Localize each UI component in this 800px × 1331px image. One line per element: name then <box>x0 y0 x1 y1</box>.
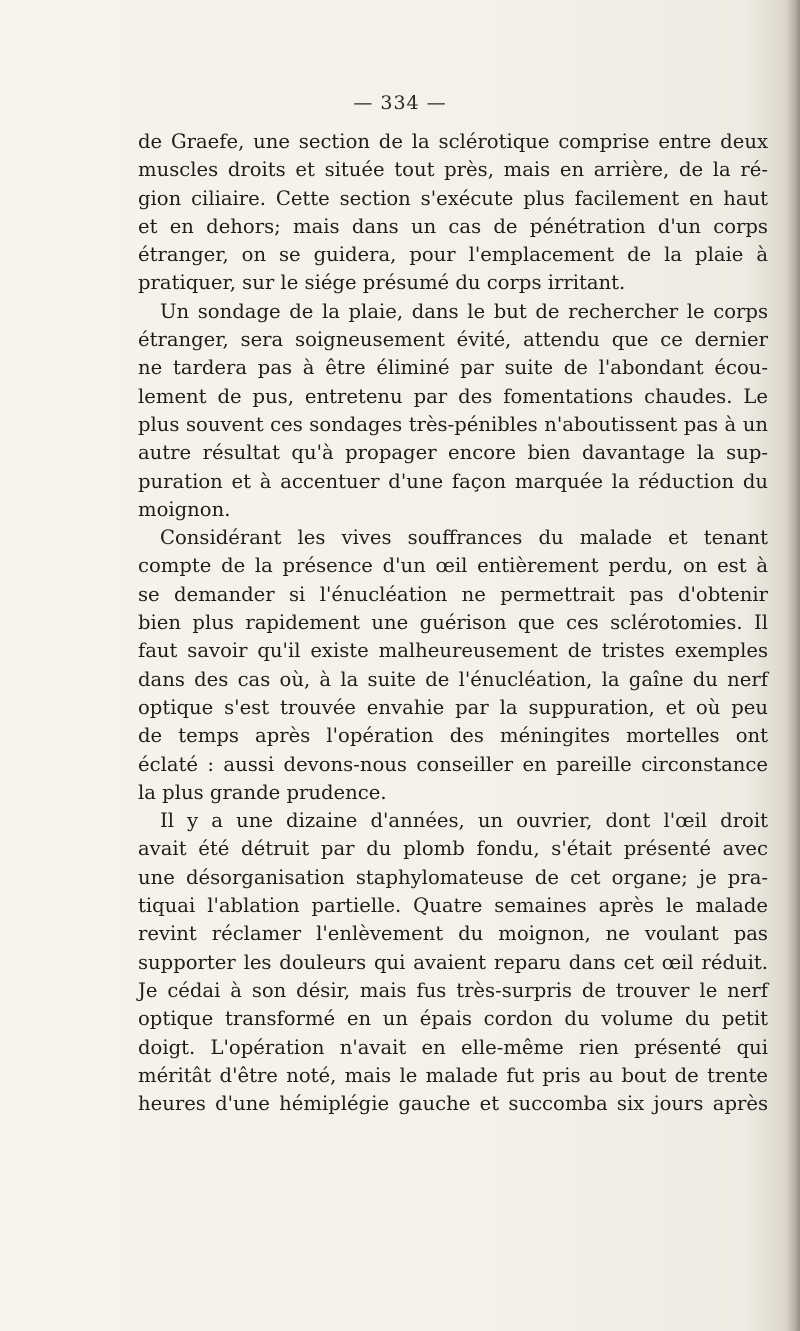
text-line: Je cédai à son désir, mais fus très-surpris de trouver le nerf <box>138 978 768 1002</box>
text-line: avait été détruit par du plomb fondu, s'était présenté avec <box>138 837 768 861</box>
text-line: faut savoir qu'il existe malheureusement de tristes exemples <box>138 639 768 663</box>
text-line: autre résultat qu'à propager encore bien davantage la sup- <box>138 441 768 465</box>
page-number: — 334 — <box>353 92 447 114</box>
text-line: ne tardera pas à être éliminé par suite de l'abondant écou- <box>138 356 768 380</box>
text-line: revint réclamer l'enlèvement du moignon, ne voulant pas <box>138 922 768 946</box>
page-edge-shadow <box>786 0 800 1331</box>
text-line: heures d'une hémiplégie gauche et succomba six jours après <box>138 1092 768 1116</box>
text-line: Considérant les vives souffrances du malade et tenant <box>160 526 768 550</box>
text-line: dans des cas où, à la suite de l'énucléation, la gaîne du nerf <box>138 667 768 691</box>
text-line: se demander si l'énucléation ne permettrait pas d'obtenir <box>138 582 768 606</box>
text-line: bien plus rapidement une guérison que ces sclérotomies. Il <box>138 611 768 635</box>
text-line: Il y a une dizaine d'années, un ouvrier, dont l'œil droit <box>160 809 768 833</box>
text-line: de temps après l'opération des méningites mortelles ont <box>138 724 768 748</box>
text-line: méritât d'être noté, mais le malade fut pris au bout de trente <box>138 1063 768 1087</box>
text-line: Un sondage de la plaie, dans le but de rechercher le corps <box>160 299 768 323</box>
text-line: gion ciliaire. Cette section s'exécute plus facilement en haut <box>138 186 768 210</box>
text-line: lement de pus, entretenu par des fomentations chaudes. Le <box>138 384 768 408</box>
text-line: compte de la présence d'un œil entièrement perdu, on est à <box>138 554 768 578</box>
text-line: et en dehors; mais dans un cas de pénétration d'un corps <box>138 214 768 238</box>
text-line: pratiquer, sur le siége présumé du corps irritant. <box>138 271 626 295</box>
text-line: étranger, sera soigneusement évité, attendu que ce dernier <box>138 328 768 352</box>
text-line: éclaté : aussi devons-nous conseiller en pareille circonstance <box>138 752 768 776</box>
text-line: une désorganisation staphylomateuse de cet organe; je pra- <box>138 865 768 889</box>
text-line: étranger, on se guidera, pour l'emplacement de la plaie à <box>138 243 768 267</box>
text-line: supporter les douleurs qui avaient reparu dans cet œil réduit. <box>138 950 768 974</box>
text-line: doigt. L'opération n'avait en elle-même rien présenté qui <box>138 1035 768 1059</box>
text-line: tiquai l'ablation partielle. Quatre semaines après le malade <box>138 894 768 918</box>
body-text <box>138 128 768 1118</box>
text-line: de Graefe, une section de la sclérotique comprise entre deux <box>138 130 768 153</box>
text-line: moignon. <box>138 497 231 521</box>
text-line: la plus grande prudence. <box>138 780 387 804</box>
text-line: optique s'est trouvée envahie par la suppuration, et où peu <box>138 695 768 719</box>
text-line: puration et à accentuer d'une façon marquée la réduction du <box>138 469 768 493</box>
text-line: plus souvent ces sondages très-pénibles n'aboutissent pas à un <box>138 412 768 436</box>
text-line: muscles droits et située tout près, mais en arrière, de la ré- <box>138 158 768 182</box>
text-line: optique transformé en un épais cordon du volume du petit <box>138 1007 768 1031</box>
